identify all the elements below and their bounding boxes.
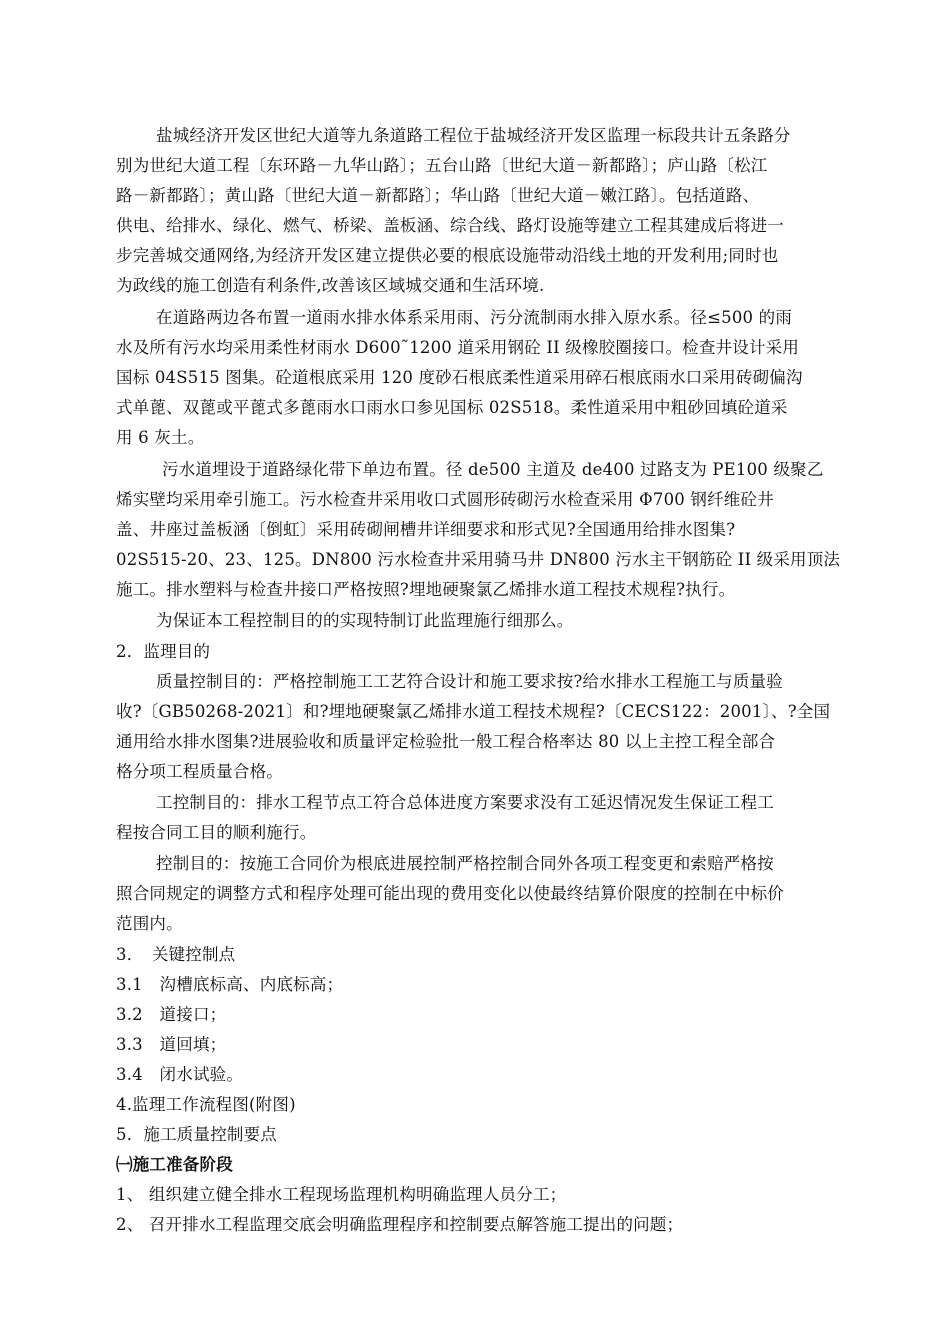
paragraph-schedule-control <box>116 788 884 848</box>
list-item: 3.1 沟槽底标高、内底标高； <box>116 975 344 994</box>
text-line: 控制目的：按施工合同价为根底进展控制严格控制合同外各项工程变更和索赔严格按 <box>156 854 774 873</box>
paragraph-cost-control <box>116 849 884 939</box>
text-line: 为政线的施工创造有利条件,改善该区域城交通和生活环境. <box>116 276 545 295</box>
text-line: 格分项工程质量合格。 <box>116 762 283 781</box>
text-line: 步完善城交通网络,为经济开发区建立提供必要的根底设施带动沿线土地的开发利用;同时也 <box>116 246 779 265</box>
text-line: 污水道埋设于道路绿化带下单边布置。径 de500 主道及 de400 过路支为 PE100 级聚乙 <box>162 460 824 479</box>
text-line: 程按合同工目的顺利施行。 <box>116 823 317 842</box>
paragraph-rainwater-system <box>116 303 884 453</box>
text-line: 为保证本工程控制目的的实现特制订此监理施行细那么。 <box>156 611 574 630</box>
list-item: 1、 组织建立健全排水工程现场监理机构明确监理人员分工； <box>116 1185 567 1204</box>
section-heading: 5．施工质量控制要点 <box>116 1125 277 1144</box>
text-line: 盖、井座过盖板涵〔倒虹〕采用砖砌闸槽井详细要求和形式见?全国通用给排水图集? <box>116 520 736 539</box>
paragraph-project-overview <box>116 121 884 301</box>
paragraph-sewage-system <box>116 455 884 605</box>
text-line: 02S515-20、23、125。DN800 污水检查井采用骑马井 DN800 污水主干钢筋砼 II 级采用顶法 <box>116 550 841 569</box>
text-line: 在道路两边各布置一道雨水排水体系采用雨、污分流制雨水排入原水系。径≤500 的雨 <box>156 308 793 327</box>
list-item: 3.4 闭水试验。 <box>116 1065 244 1084</box>
text-line: 通用给水排水图集?进展验收和质量评定检验批一般工程合格率达 80 以上主控工程全部合 <box>116 732 776 751</box>
text-line: 路－新都路〕；黄山路〔世纪大道－新都路〕；华山路〔世纪大道－嫩江路〕。包括道路、 <box>116 186 760 205</box>
text-line: 供电、给排水、绿化、燃气、桥梁、盖板涵、综合线、路灯设施等建立工程其建成后将进一 <box>116 216 784 235</box>
text-line: 水及所有污水均采用柔性材雨水 D600˜1200 道采用钢砼 II 级橡胶圈接口。检查井设计采用 <box>116 338 800 357</box>
text-line: 式单蓖、双蓖或平蓖式多蓖雨水口雨水口参见国标 02S518。柔性道采用中粗砂回填砼道采 <box>116 398 788 417</box>
text-line: 烯实壁均采用牵引施工。污水检查井采用收口式圆形砖砌污水检查采用 Φ700 钢纤维砼井 <box>116 490 774 509</box>
text-line: 质量控制目的：严格控制施工工艺符合设计和施工要求按?给水排水工程施工与质量验 <box>156 672 783 691</box>
text-line: 国标 04S515 图集。砼道根底采用 120 度砂石根底柔性道采用碎石根底雨水口采用砖砌偏沟 <box>116 368 803 387</box>
list-item: 3.3 道回填； <box>116 1035 227 1054</box>
text-line: 别为世纪大道工程〔东环路－九华山路〕；五台山路〔世纪大道－新都路〕；庐山路〔松江 <box>116 156 768 175</box>
section-key-control-points <box>116 940 884 1240</box>
text-line: 施工。排水塑料与检查井接口严格按照?埋地硬聚氯乙烯排水道工程技术规程?执行。 <box>116 580 736 599</box>
paragraph-quality-control <box>116 667 884 787</box>
text-line: 收?〔GB50268-2021〕和?埋地硬聚氯乙烯排水道工程技术规程?〔CECS122：2001〕、?全国 <box>116 702 831 721</box>
paragraph-purpose <box>116 606 884 636</box>
text-line: 照合同规定的调整方式和程序处理可能出现的费用变化以使最终结算价限度的控制在中标价 <box>116 884 784 903</box>
subsection-heading: ㈠施工准备阶段 <box>116 1155 233 1174</box>
heading-supervision-goals <box>116 637 884 667</box>
section-heading: 4.监理工作流程图(附图) <box>116 1095 296 1114</box>
text-line: 用 6 灰土。 <box>116 428 205 447</box>
list-item: 2、 召开排水工程监理交底会明确监理程序和控制要点解答施工提出的问题； <box>116 1215 684 1234</box>
list-item: 3.2 道接口； <box>116 1005 227 1024</box>
text-line: 盐城经济开发区世纪大道等九条道路工程位于盐城经济开发区监理一标段共计五条路分 <box>156 126 791 145</box>
text-line: 工控制目的：排水工程节点工符合总体进度方案要求没有工延迟情况发生保证工程工 <box>156 793 774 812</box>
text-line: 范围内。 <box>116 914 183 933</box>
section-heading: 3． 关键控制点 <box>116 945 236 964</box>
section-heading: 2．监理目的 <box>116 642 211 661</box>
